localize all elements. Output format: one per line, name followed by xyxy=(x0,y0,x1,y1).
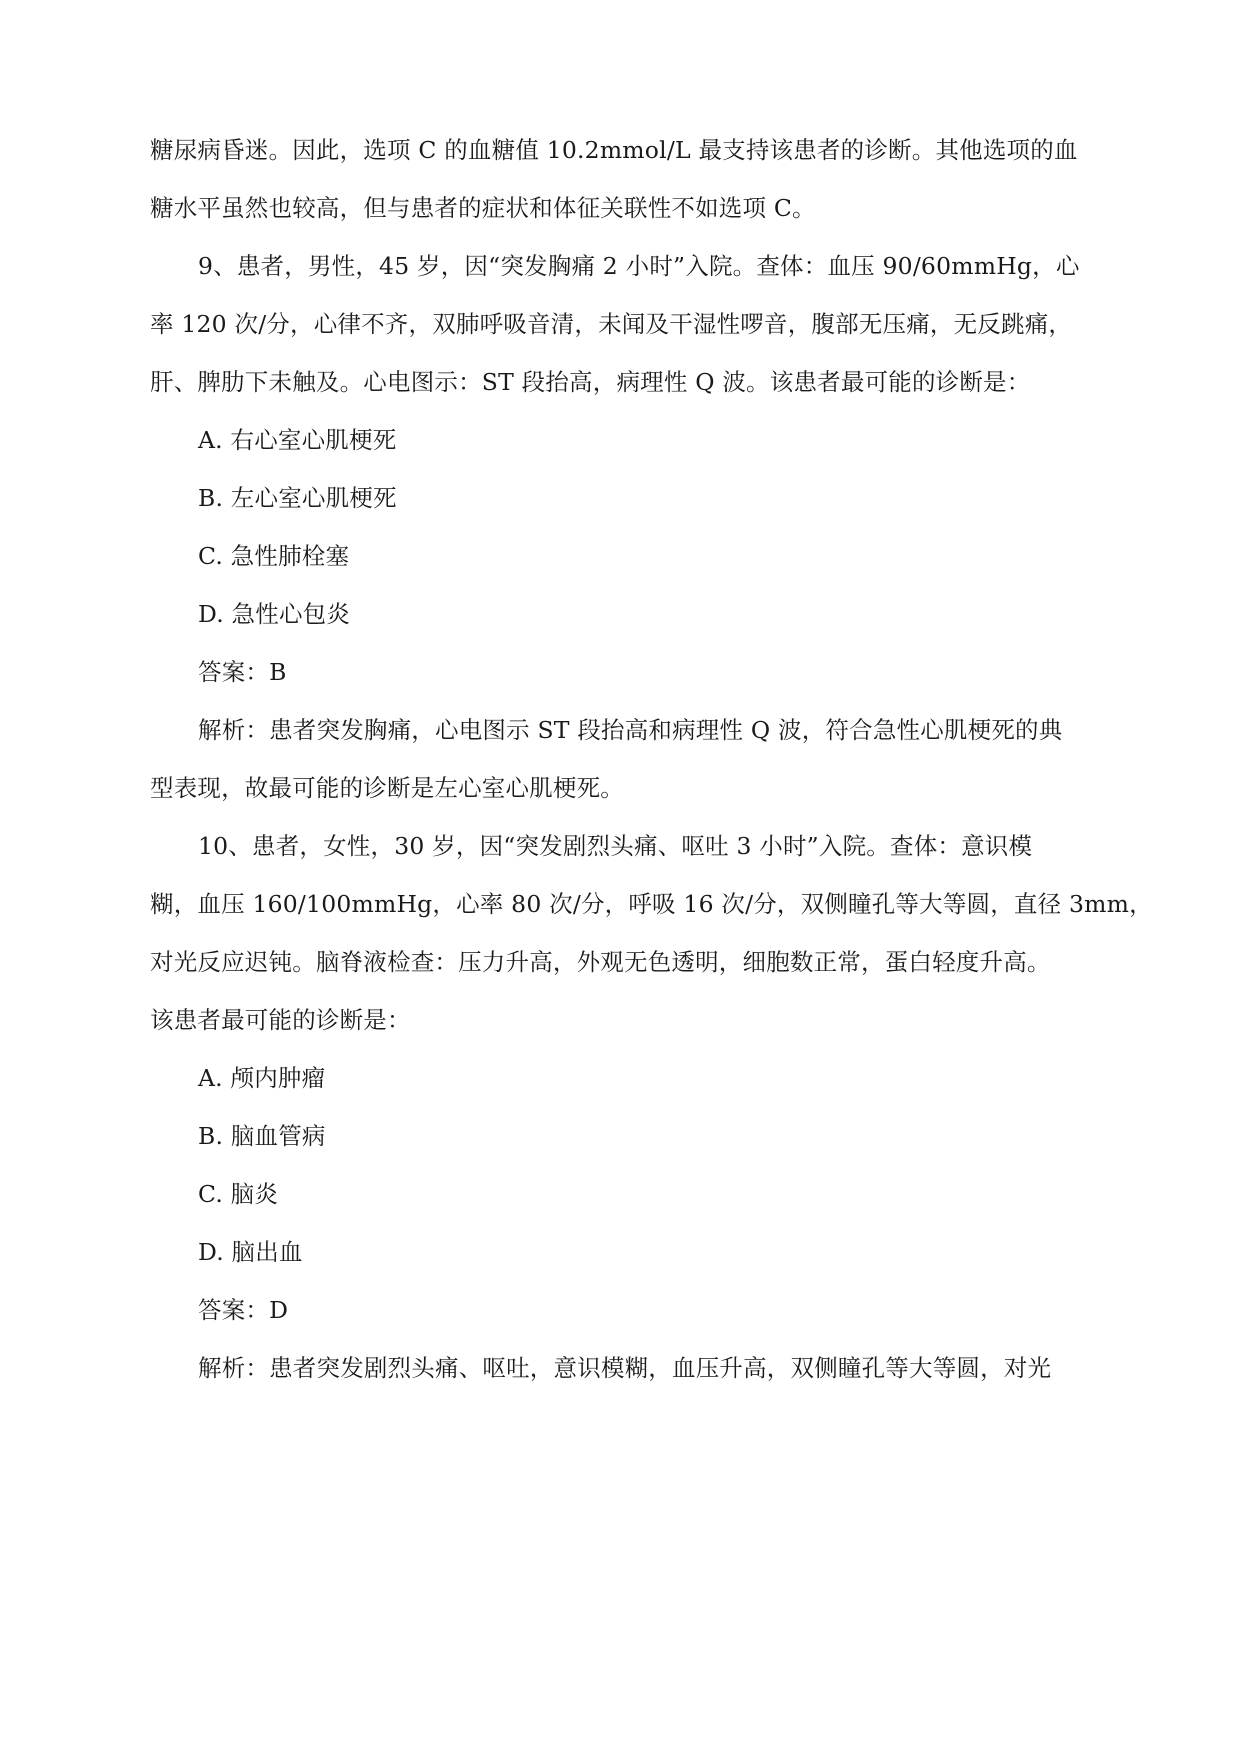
q10-stem-line-2: 糊，血压 160/100mmHg，心率 80 次/分，呼吸 16 次/分，双侧瞳孔等大等圆，直径 3mm， xyxy=(150,890,1153,918)
q10-stem-line-4: 该患者最可能的诊断是： xyxy=(150,1006,411,1034)
q9-stem-line-2: 率 120 次/分，心律不齐，双肺呼吸音清，未闻及干湿性啰音，腹部无压痛，无反跳痛， xyxy=(150,310,1073,338)
intro-line-2: 糖水平虽然也较高，但与患者的症状和体征关联性不如选项 C。 xyxy=(150,194,816,222)
q9-option-d: D. 急性心包炎 xyxy=(198,600,351,628)
q9-analysis-line-1: 解析：患者突发胸痛，心电图示 ST 段抬高和病理性 Q 波，符合急性心肌梗死的典 xyxy=(198,716,1063,744)
q10-stem-line-3: 对光反应迟钝。脑脊液检查：压力升高，外观无色透明，细胞数正常，蛋白轻度升高。 xyxy=(150,948,1051,976)
q9-option-c: C. 急性肺栓塞 xyxy=(198,542,350,570)
q10-option-d: D. 脑出血 xyxy=(198,1238,303,1266)
q10-stem-line-1: 10、患者，女性，30 岁，因“突发剧烈头痛、呕吐 3 小时”入院。查体：意识模 xyxy=(198,832,1033,860)
q9-option-a: A. 右心室心肌梗死 xyxy=(198,426,397,454)
q9-analysis-line-2: 型表现，故最可能的诊断是左心室心肌梗死。 xyxy=(150,774,624,802)
q9-stem-line-3: 肝、脾肋下未触及。心电图示：ST 段抬高，病理性 Q 波。该患者最可能的诊断是： xyxy=(150,368,1031,396)
q9-answer: 答案：B xyxy=(198,658,287,686)
q10-analysis-line-1: 解析：患者突发剧烈头痛、呕吐，意识模糊，血压升高，双侧瞳孔等大等圆，对光 xyxy=(198,1354,1052,1382)
q10-option-b: B. 脑血管病 xyxy=(198,1122,326,1150)
q9-option-b: B. 左心室心肌梗死 xyxy=(198,484,397,512)
q10-option-a: A. 颅内肿瘤 xyxy=(198,1064,326,1092)
q9-stem-line-1: 9、患者，男性，45 岁，因“突发胸痛 2 小时”入院。查体：血压 90/60mmHg，心 xyxy=(198,252,1080,280)
q10-answer: 答案：D xyxy=(198,1296,289,1324)
q10-option-c: C. 脑炎 xyxy=(198,1180,279,1208)
intro-line-1: 糖尿病昏迷。因此，选项 C 的血糖值 10.2mmol/L 最支持该患者的诊断。其他选项的血 xyxy=(150,136,1078,164)
